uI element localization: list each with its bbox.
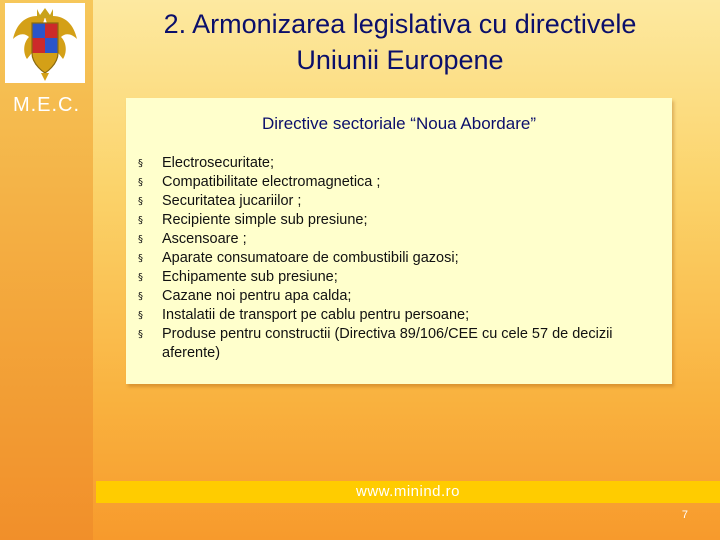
list-item-text: Produse pentru constructii (Directiva 89/106/CEE cu cele 57 de decizii aferente) — [162, 326, 613, 361]
list-item — [138, 249, 663, 268]
page-title-line-1: 2. Armonizarea legislativa cu directivele — [163, 9, 637, 39]
list-item-text: Ascensoare ; — [162, 231, 247, 247]
list-item-text: Cazane noi pentru apa calda; — [162, 288, 352, 304]
bullet-icon: § — [138, 310, 143, 321]
list-item-text: Compatibilitate electromagnetica ; — [162, 174, 381, 190]
list-item — [138, 173, 663, 192]
footer-bar — [96, 481, 720, 503]
footer-url-link[interactable]: www.minind.ro — [355, 483, 461, 500]
bullet-icon: § — [138, 291, 143, 302]
list-item — [138, 306, 663, 325]
bullet-icon: § — [138, 196, 143, 207]
bullet-icon: § — [138, 329, 143, 340]
list-item — [138, 268, 663, 287]
bullet-icon: § — [138, 272, 143, 283]
org-label: M.E.C. — [12, 94, 81, 116]
list-item — [138, 287, 663, 306]
directive-list — [138, 154, 663, 363]
list-item-text: Instalatii de transport pe cablu pentru persoane; — [162, 307, 470, 323]
list-item-text: Securitatea jucariilor ; — [162, 193, 302, 209]
section-subtitle: Directive sectoriale “Noua Abordare” — [261, 114, 536, 133]
list-item — [138, 154, 663, 173]
list-item-text: Electrosecuritate; — [162, 155, 275, 171]
sidebar — [0, 0, 93, 540]
bullet-icon: § — [138, 177, 143, 188]
page-title-line-2: Uniunii Europene — [296, 45, 504, 75]
bullet-icon: § — [138, 158, 143, 169]
bullet-icon: § — [138, 253, 143, 264]
list-item-text: Echipamente sub presiune; — [162, 269, 338, 285]
list-item — [138, 192, 663, 211]
page-number: 7 — [681, 509, 688, 521]
page-title — [120, 6, 680, 78]
list-item — [138, 325, 663, 363]
list-item-text: Aparate consumatoare de combustibili gazosi; — [162, 250, 459, 266]
romania-coat-of-arms-icon — [5, 3, 85, 83]
bullet-icon: § — [138, 234, 143, 245]
list-item — [138, 230, 663, 249]
list-item-text: Recipiente simple sub presiune; — [162, 212, 368, 228]
list-item — [138, 211, 663, 230]
content-box — [126, 98, 672, 384]
bullet-icon: § — [138, 215, 143, 226]
logo — [5, 3, 85, 83]
